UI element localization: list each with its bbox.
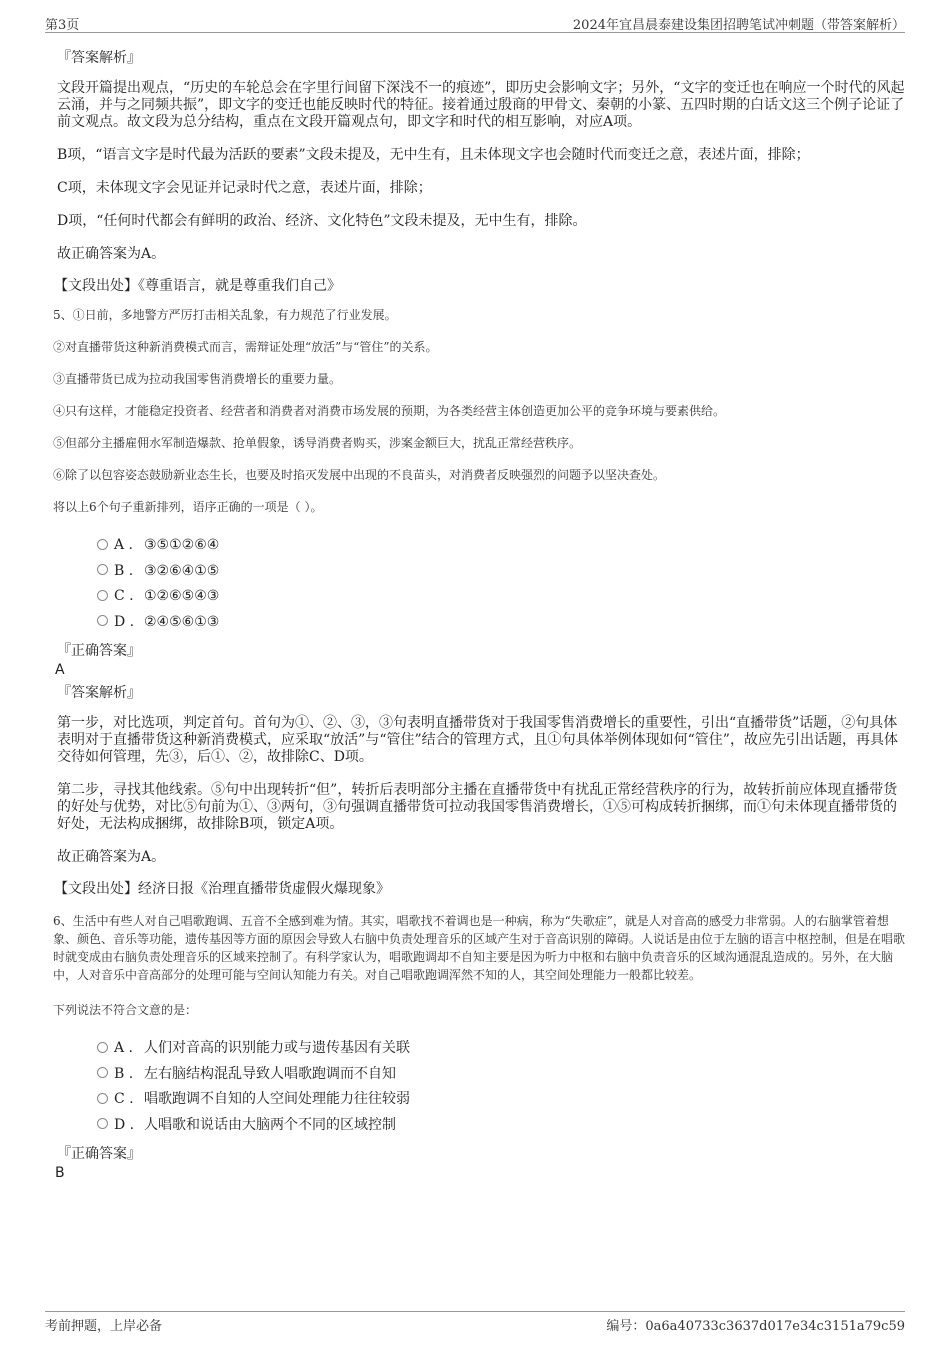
option-letter: C . [114,588,134,604]
radio-button-icon[interactable] [97,615,108,626]
correct-answer-value: A [55,662,65,678]
option-text: 人们对音高的识别能力或与遗传基因有关联 [144,1040,410,1056]
question-sentence: ②对直播带货这种新消费模式而言，需辩证处理“放活”与“管住”的关系。 [53,340,438,354]
option-a[interactable] [97,535,907,561]
radio-button-icon[interactable] [97,1042,108,1053]
radio-button-icon[interactable] [97,1118,108,1129]
option-text: ③⑤①②⑥④ [144,537,220,553]
passage-source: 【文段出处】经济日报《治理直播带货虚假火爆现象》 [54,881,390,897]
question-prompt: 下列说法不符合文意的是： [53,1003,198,1017]
option-text: 左右脑结构混乱导致人唱歌跑调而不自知 [144,1065,396,1082]
option-b[interactable] [97,1064,907,1090]
radio-button-icon[interactable] [97,590,108,601]
question-passage: 6、生活中有些人对自己唱歌跑调、五音不全感到难为情。其实，唱歌找不着调也是一种病，称为“失歌症”，就是人对音高的感受力非常弱。人的右脑掌管着想象、颜色、音乐等功能，遗传基因等方面的原因会导致人右脑中负责处理音乐的区域产生对于音高识别的障碍。人说话是由位于左脑的语言中枢控制，但是在唱歌时就变成由右脑负责处理音乐的区域来控制了。有科学家认为，唱歌跑调却不自知主要是因为听力中枢和右脑中负责音乐的区域沟通混乱造成的。另外，在大脑中，人对音乐中音高部分的处理可能与空间认知能力有关。对自己唱歌跑调浑然不知的人，其空间处理能力一般都比较差。 [53,914,906,982]
radio-button-icon[interactable] [97,1093,108,1104]
radio-button-icon[interactable] [97,564,108,575]
analysis-paragraph: 第二步，寻找其他线索。⑤句中出现转折“但”，转折后表明部分主播在直播带货中有扰乱正常经营秩序的行为，故转折前应体现直播带货的好处与优势，对比⑤句前为①、③两句，③句强调直播带货可拉动我国零售消费增长，①⑤可构成转折捆绑，而①句未体现直播带货的好处，无法构成捆绑，故排除B项，锁定A项。 [57,782,898,832]
analysis-paragraph: 第一步，对比选项，判定首句。首句为①、②、③，③句表明直播带货对于我国零售消费增长的重要性，引出“直播带货”话题，②句具体表明对于直播带货这种新消费模式，应采取“放活”与“管住”结合的管理方式，且①句具体举例体现如何“管住”，故应先引出话题，再具体交待如何管理，先③，后①、②，故排除C、D项。 [57,715,898,765]
page-header [45,12,905,33]
footer-slogan: 考前押题，上岸必备 [45,1319,163,1334]
question-sentence: ③直播带货已成为拉动我国零售消费增长的重要力量。 [53,372,342,386]
q5-options [97,535,907,637]
analysis-conclusion: 故正确答案为A。 [57,246,166,262]
page-footer [45,1311,905,1334]
correct-answer-value: B [55,1165,65,1181]
analysis-paragraph: 文段开篇提出观点，“历史的车轮总会在字里行间留下深浅不一的痕迹”，即历史会影响文字；另外，“文字的变迁也在响应一个时代的风起云涌，并与之同频共振”，即文字的变迁也能反映时代的特征。接着通过殷商的甲骨文、秦朝的小篆、五四时期的白话文这三个例子论证了前文观点。故文段为总分结构，重点在文段开篇观点句，即文字和时代的相互影响，对应A项。 [57,80,905,130]
passage-source: 【文段出处】《尊重语言，就是尊重我们自己》 [54,278,341,294]
question-sentence: ⑤但部分主播雇佣水军制造爆款、抢单假象，诱导消费者购买，涉案金额巨大，扰乱正常经营秩序。 [53,436,582,450]
option-letter: A . [114,1040,134,1056]
option-letter: B . [114,1065,134,1082]
q6-options [97,1038,907,1140]
analysis-paragraph: C项，未体现文字会见证并记录时代之意，表述片面，排除； [57,180,432,196]
page-number: 第3页 [45,18,80,33]
option-text: 人唱歌和说话由大脑两个不同的区域控制 [144,1116,396,1133]
option-d[interactable] [97,612,907,638]
option-a[interactable] [97,1038,907,1064]
option-b[interactable] [97,561,907,587]
analysis-paragraph: D项，“任何时代都会有鲜明的政治、经济、文化特色”文段未提及，无中生有，排除。 [57,213,587,229]
analysis-paragraph: B项，“语言文字是时代最为活跃的要素”文段未提及，无中生有，且未体现文字也会随时代而变迁之意，表述片面，排除； [57,147,810,163]
radio-button-icon[interactable] [97,539,108,550]
analysis-label: 『答案解析』 [57,685,141,701]
correct-answer-label: 『正确答案』 [57,1146,141,1162]
option-text: ②④⑤⑥①③ [144,613,220,630]
option-letter: C . [114,1091,134,1107]
analysis-label: 『答案解析』 [57,50,141,66]
document-id: 编号：0a6a40733c3637d017e34c3151a79c59 [606,1319,905,1334]
correct-answer-label: 『正确答案』 [57,643,141,659]
option-c[interactable] [97,586,907,612]
option-c[interactable] [97,1089,907,1115]
question-prompt: 将以上6个句子重新排列，语序正确的一项是（ ）。 [53,500,323,514]
option-letter: B . [114,562,134,579]
question-sentence: ④只有这样，才能稳定投资者、经营者和消费者对消费市场发展的预期，为各类经营主体创造更加公平的竞争环境与要素供给。 [53,404,726,418]
radio-button-icon[interactable] [97,1067,108,1078]
option-text: ①②⑥⑤④③ [144,588,220,604]
question-sentence: 5、①日前，多地警方严厉打击相关乱象，有力规范了行业发展。 [53,308,397,322]
option-letter: D . [114,613,135,630]
option-d[interactable] [97,1115,907,1141]
document-title: 2024年宜昌晨泰建设集团招聘笔试冲刺题（带答案解析） [572,18,905,33]
option-text: ③②⑥④①⑤ [144,562,220,579]
question-sentence: ⑥除了以包容姿态鼓励新业态生长，也要及时掐灭发展中出现的不良苗头，对消费者反映强烈的问题予以坚决查处。 [53,468,666,482]
option-text: 唱歌跑调不自知的人空间处理能力往往较弱 [144,1091,410,1107]
document-body [53,44,907,1182]
option-letter: A . [114,537,134,553]
option-letter: D . [114,1116,135,1133]
analysis-conclusion: 故正确答案为A。 [57,849,166,865]
